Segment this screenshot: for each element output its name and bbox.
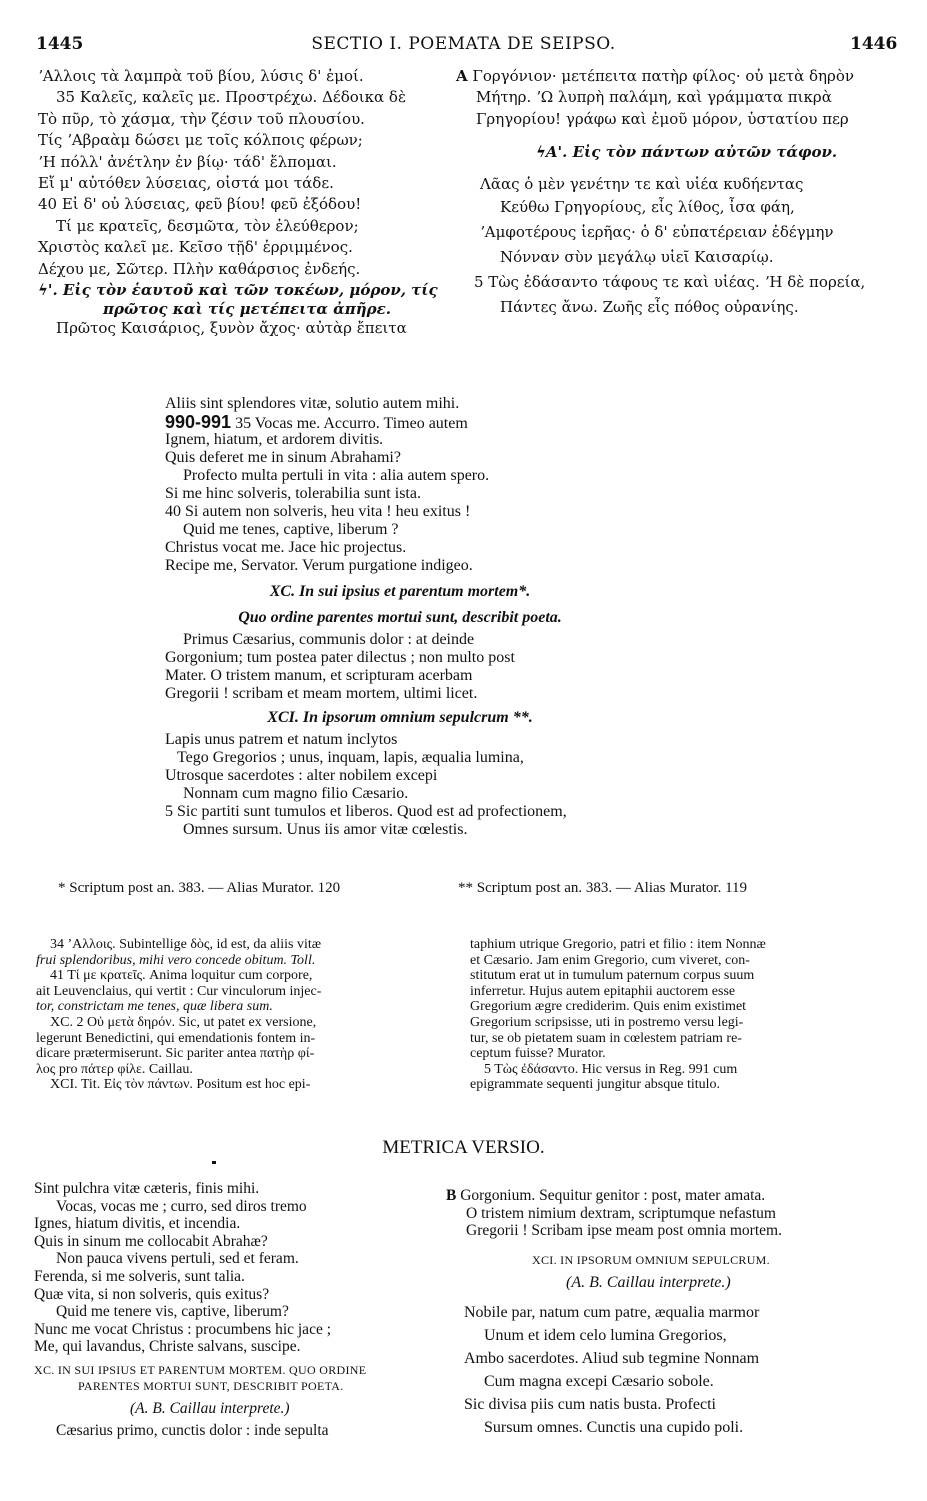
latin-line: Quid me tenes, captive, liberum ? [183,521,399,538]
greek-line: 5 Τὼς ἐδάσαντο τάφους τε καὶ υἱέας. ʼΗ δὲ πορεία, [474,272,866,291]
note-line: et Cæsario. Jam enim Gregorio, cum viveret, con- [470,952,750,968]
verse-line: Ambo sacerdotes. Aliud sub tegmine Nonnam [464,1349,760,1367]
note-line: 41 Τί με κρατεῖς. Anima loquitur cum corpore, [50,968,313,984]
greek-line: Πάντες ἄνω. Ζωῆς εἷς πόθος οὐρανίης. [500,297,799,316]
verse-line: Unum et idem celo lumina Gregorios, [484,1326,727,1344]
note-line: taphium utrique Gregorio, patri et filio : item Nonnæ [470,937,766,952]
page-header [0,34,927,58]
note-line: dicare prætermiserunt. Sic pariter antea πατὴρ φί- [36,1046,315,1062]
greek-line: Εἴ μ' αὐτόθεν λύσειας, οἰστά μοι τάδε. [38,173,334,192]
latin-line: Primus Cæsarius, communis dolor : at deinde [183,631,475,648]
note-line: frui splendoribus, mihi vero concede obitum. Toll. [36,952,316,968]
section-title-greek: ϟΑ'. Εἰς τὸν πάντων αὐτῶν τάφον. [536,143,838,162]
verse-line: Sursum omnes. Cunctis una cupido poli. [484,1418,744,1436]
verse-line: Me, qui lavandus, Christe salvans, suscipe. [34,1338,301,1356]
verse-line: Sint pulchra vitæ cæteris, finis mihi. [34,1180,260,1197]
note-line: legerunt Benedictini, qui emendationis fontem in- [36,1030,316,1046]
verse-line: O tristem nimium dextram, scriptumque nefastum [466,1204,776,1222]
column-marker-b: B [446,1187,457,1204]
latin-line: Utrosque sacerdotes : alter nobilem excepi [165,767,438,784]
verse-line: Cum magna excepi Cæsario sobole. [484,1372,714,1390]
note-line: tor, constrictam me tenes, quæ libera sum. [36,999,273,1015]
greek-line: Χριστὸς καλεῖ με. Κεῖσο τῇδ' ἐρριμμένος. [38,238,353,257]
greek-line: 40 Εἰ δ' οὐ λύσειας, φεῦ βίου! φεῦ ἐξόδου! [38,195,362,214]
latin-translation [165,395,805,839]
note-line: inferretur. Hujus autem epitaphii auctorem esse [470,983,736,999]
verse-line: Vocas, vocas me ; curro, sed diros tremo [56,1197,307,1215]
section-subtitle-xc: Quo ordine parentes mortui sunt, describit poeta. [238,609,562,626]
note-line: Gregorium ægre crediderim. Quis enim existimet [470,999,747,1015]
note-line: λος pro πάτερ φίλε. Caillau. [36,1061,193,1077]
greek-line: ʼΑμφοτέρους ἱερῆας· ὁ δ' εὐπατέρειαν ἐδέγμην [480,222,834,241]
verse-line: Non pauca vivens pertuli, sed et feram. [56,1250,299,1268]
greek-line: ʼΗ πόλλ' ἀνέτλην ἐν βίῳ· τάδ' ἔλπομαι. [38,152,337,171]
page-number-right: 1446 [850,34,898,54]
greek-line: Γοργόνιον· μετέπειτα πατὴρ φίλος· οὐ μετὰ δηρὸν [472,67,854,85]
margin-reference: 990-991 [165,412,232,432]
latin-line: Si me hinc solveris, tolerabilia sunt ista. [165,485,421,502]
interpreter-credit: (A. B. Caillau interprete.) [566,1273,731,1291]
latin-line: Gorgonium; tum postea pater dilectus ; non multo post [165,649,515,666]
verse-line: Ignes, hiatum divitis, et incendia. [34,1215,241,1233]
latin-line: Profecto multa pertuli in vita : alia autem spero. [183,467,490,484]
greek-line: Τὸ πῦρ, τὸ χάσμα, τὴν ζέσιν τοῦ πλουσίου. [38,109,365,128]
greek-line: ʼΑλλοις τὰ λαμπρὰ τοῦ βίου, λύσις δ' ἐμοί. [38,67,364,85]
note-line: ceptum fuisse? Murator. [470,1046,606,1062]
notes-left [36,937,321,1093]
verse-line: Quæ vita, si non solveris, quis exitus? [34,1285,270,1303]
verse-line: Sic divisa piis cum natis busta. Profecti [464,1395,716,1413]
verse-line: Ferenda, si me solveris, sunt talia. [34,1267,245,1285]
greek-line: Μήτηρ. ʼΩ λυπρὴ παλάμη, καὶ γράμματα πικρὰ [476,88,832,107]
latin-line: Tego Gregorios ; unus, inquam, lapis, æqualia lumina, [177,749,524,766]
latin-line: Gregorii ! scribam et meam mortem, ultimi licet. [165,685,478,702]
note-line: tur, se ob pietatem suam in cœlestem patriam re- [470,1030,742,1046]
latin-line: Christus vocat me. Jace hic projectus. [165,539,407,556]
greek-line: Λᾶας ὁ μὲν γενέτην τε καὶ υἱέα κυδήεντας [480,174,804,193]
note-line: ait Leuvenclaius, qui vertit : Cur vinculorum injec- [36,983,322,999]
greek-line: Πρῶτος Καισάριος, ξυνὸν ἄχος· αὐτὰρ ἔπειτα [56,318,407,337]
verse-line: Gorgonium. Sequitur genitor : post, mater amata. [460,1187,766,1204]
interpreter-credit: (A. B. Caillau interprete.) [130,1399,290,1417]
greek-line: Γρηγορίου! γράφω καὶ ἐμοῦ μόρον, ὑστατίου περ [476,109,849,128]
latin-line: Mater. O tristem manum, et scripturam acerbam [165,667,473,684]
note-line: Gregorium scripsisse, uti in postremo versu legi- [470,1014,744,1030]
page-number-left: 1445 [36,34,84,54]
latin-line: Quis deferet me in sinum Abrahami? [165,449,401,466]
section-title-xc: XC. In sui ipsius et parentum mortem*. [269,583,531,600]
greek-column-left [38,66,438,339]
note-line: 34 ʼΑλλοις. Subintellige δὸς, id est, da aliis vitæ [50,937,322,952]
verse-line: Nobile par, natum cum patre, æqualia marmor [464,1303,760,1321]
note-line: XCI. Tit. Εἰς τὸν πάντων. Positum est hoc epi- [50,1077,311,1093]
latin-line: Lapis unus patrem et natum inclytos [165,731,398,748]
latin-line: 40 Si autem non solveris, heu vita ! heu exitus ! [165,503,471,520]
latin-line: Ignem, hiatum, et ardorem divitis. [165,431,384,448]
metrica-heading: METRICA VERSIO. [382,1137,545,1158]
latin-line: 5 Sic partiti sunt tumulos et liberos. Quod est ad profectionem, [165,803,567,820]
verse-line: Gregorii ! Scribam ipse meam post omnia mortem. [466,1222,782,1240]
separator-dot [212,1161,216,1164]
greek-line: 35 Καλεῖς, καλεῖς με. Προστρέχω. Δέδοικα δὲ [56,88,406,107]
greek-column-right [456,66,865,320]
greek-line: Δέχου με, Σῶτερ. Πλὴν καθάρσιος ἐνδεής. [38,259,361,278]
greek-line: Κεύθω Γρηγορίους, εἷς λίθος, ἶσα φάη, [500,197,795,216]
section-title-greek: ϟ'. Εἰς τὸν ἑαυτοῦ καὶ τῶν τοκέων, μόρον, τίς [38,280,438,299]
section-title-xci: XCI. In ipsorum omnium sepulcrum **. [267,709,533,726]
latin-line: 35 Vocas me. Accurro. Timeo autem [235,415,468,432]
verse-line: Nunc me vocat Christus : procumbens hic jace ; [34,1320,332,1338]
footnote-right: ** Scriptum post an. 383. — Alias Murator. 119 [458,880,748,896]
verse-heading: XCI. IN IPSORUM OMNIUM SEPULCRUM. [532,1252,770,1267]
verse-right [446,1187,782,1442]
latin-line: Aliis sint splendores vitæ, solutio autem mihi. [165,395,460,412]
latin-line: Nonnam cum magno filio Cæsario. [183,785,409,802]
verse-heading: PARENTES MORTUI SUNT, DESCRIBIT POETA. [78,1378,344,1393]
verse-line: Quis in sinum me collocabit Abrahæ? [34,1232,268,1250]
footnote-left: * Scriptum post an. 383. — Alias Murator. 120 [58,880,341,896]
note-line: XC. 2 Οὐ μετὰ δηρόν. Sic, ut patet ex versione, [50,1014,317,1030]
note-line: stitutum erat ut in tumulum paternum corpus suum [470,968,755,984]
greek-line: Τίς ʼΑβραὰμ δώσει με τοῖς κόλποις φέρων; [38,131,363,150]
greek-line: Τί με κρατεῖς, δεσμῶτα, τὸν ἐλεύθερον; [56,216,359,235]
notes-right [470,937,766,1093]
note-line: epigrammate sequenti jungitur absque titulo. [470,1077,720,1093]
verse-left [34,1180,366,1440]
section-title-greek: πρῶτος καὶ τίς μετέπειτα ἀπῆρε. [103,299,391,318]
latin-line: Omnes sursum. Unus iis amor vitæ cœlestis. [183,821,468,838]
greek-line: Νόνναν σὺν μεγάλῳ υἱεῖ Καισαρίῳ. [500,247,774,266]
verse-line: Quid me tenere vis, captive, liberum? [56,1303,289,1321]
verse-line: Cæsarius primo, cunctis dolor : inde sepulta [56,1421,329,1439]
latin-line: Recipe me, Servator. Verum purgatione indigeo. [165,557,473,574]
running-title: SECTIO I. POEMATA DE SEIPSO. [311,34,616,54]
note-line: 5 Τὼς ἐδάσαντο. Hic versus in Reg. 991 cum [484,1061,738,1077]
column-marker: A [456,67,468,85]
verse-heading: XC. IN SUI IPSIUS ET PARENTUM MORTEM. QUO ORDINE [34,1362,367,1377]
